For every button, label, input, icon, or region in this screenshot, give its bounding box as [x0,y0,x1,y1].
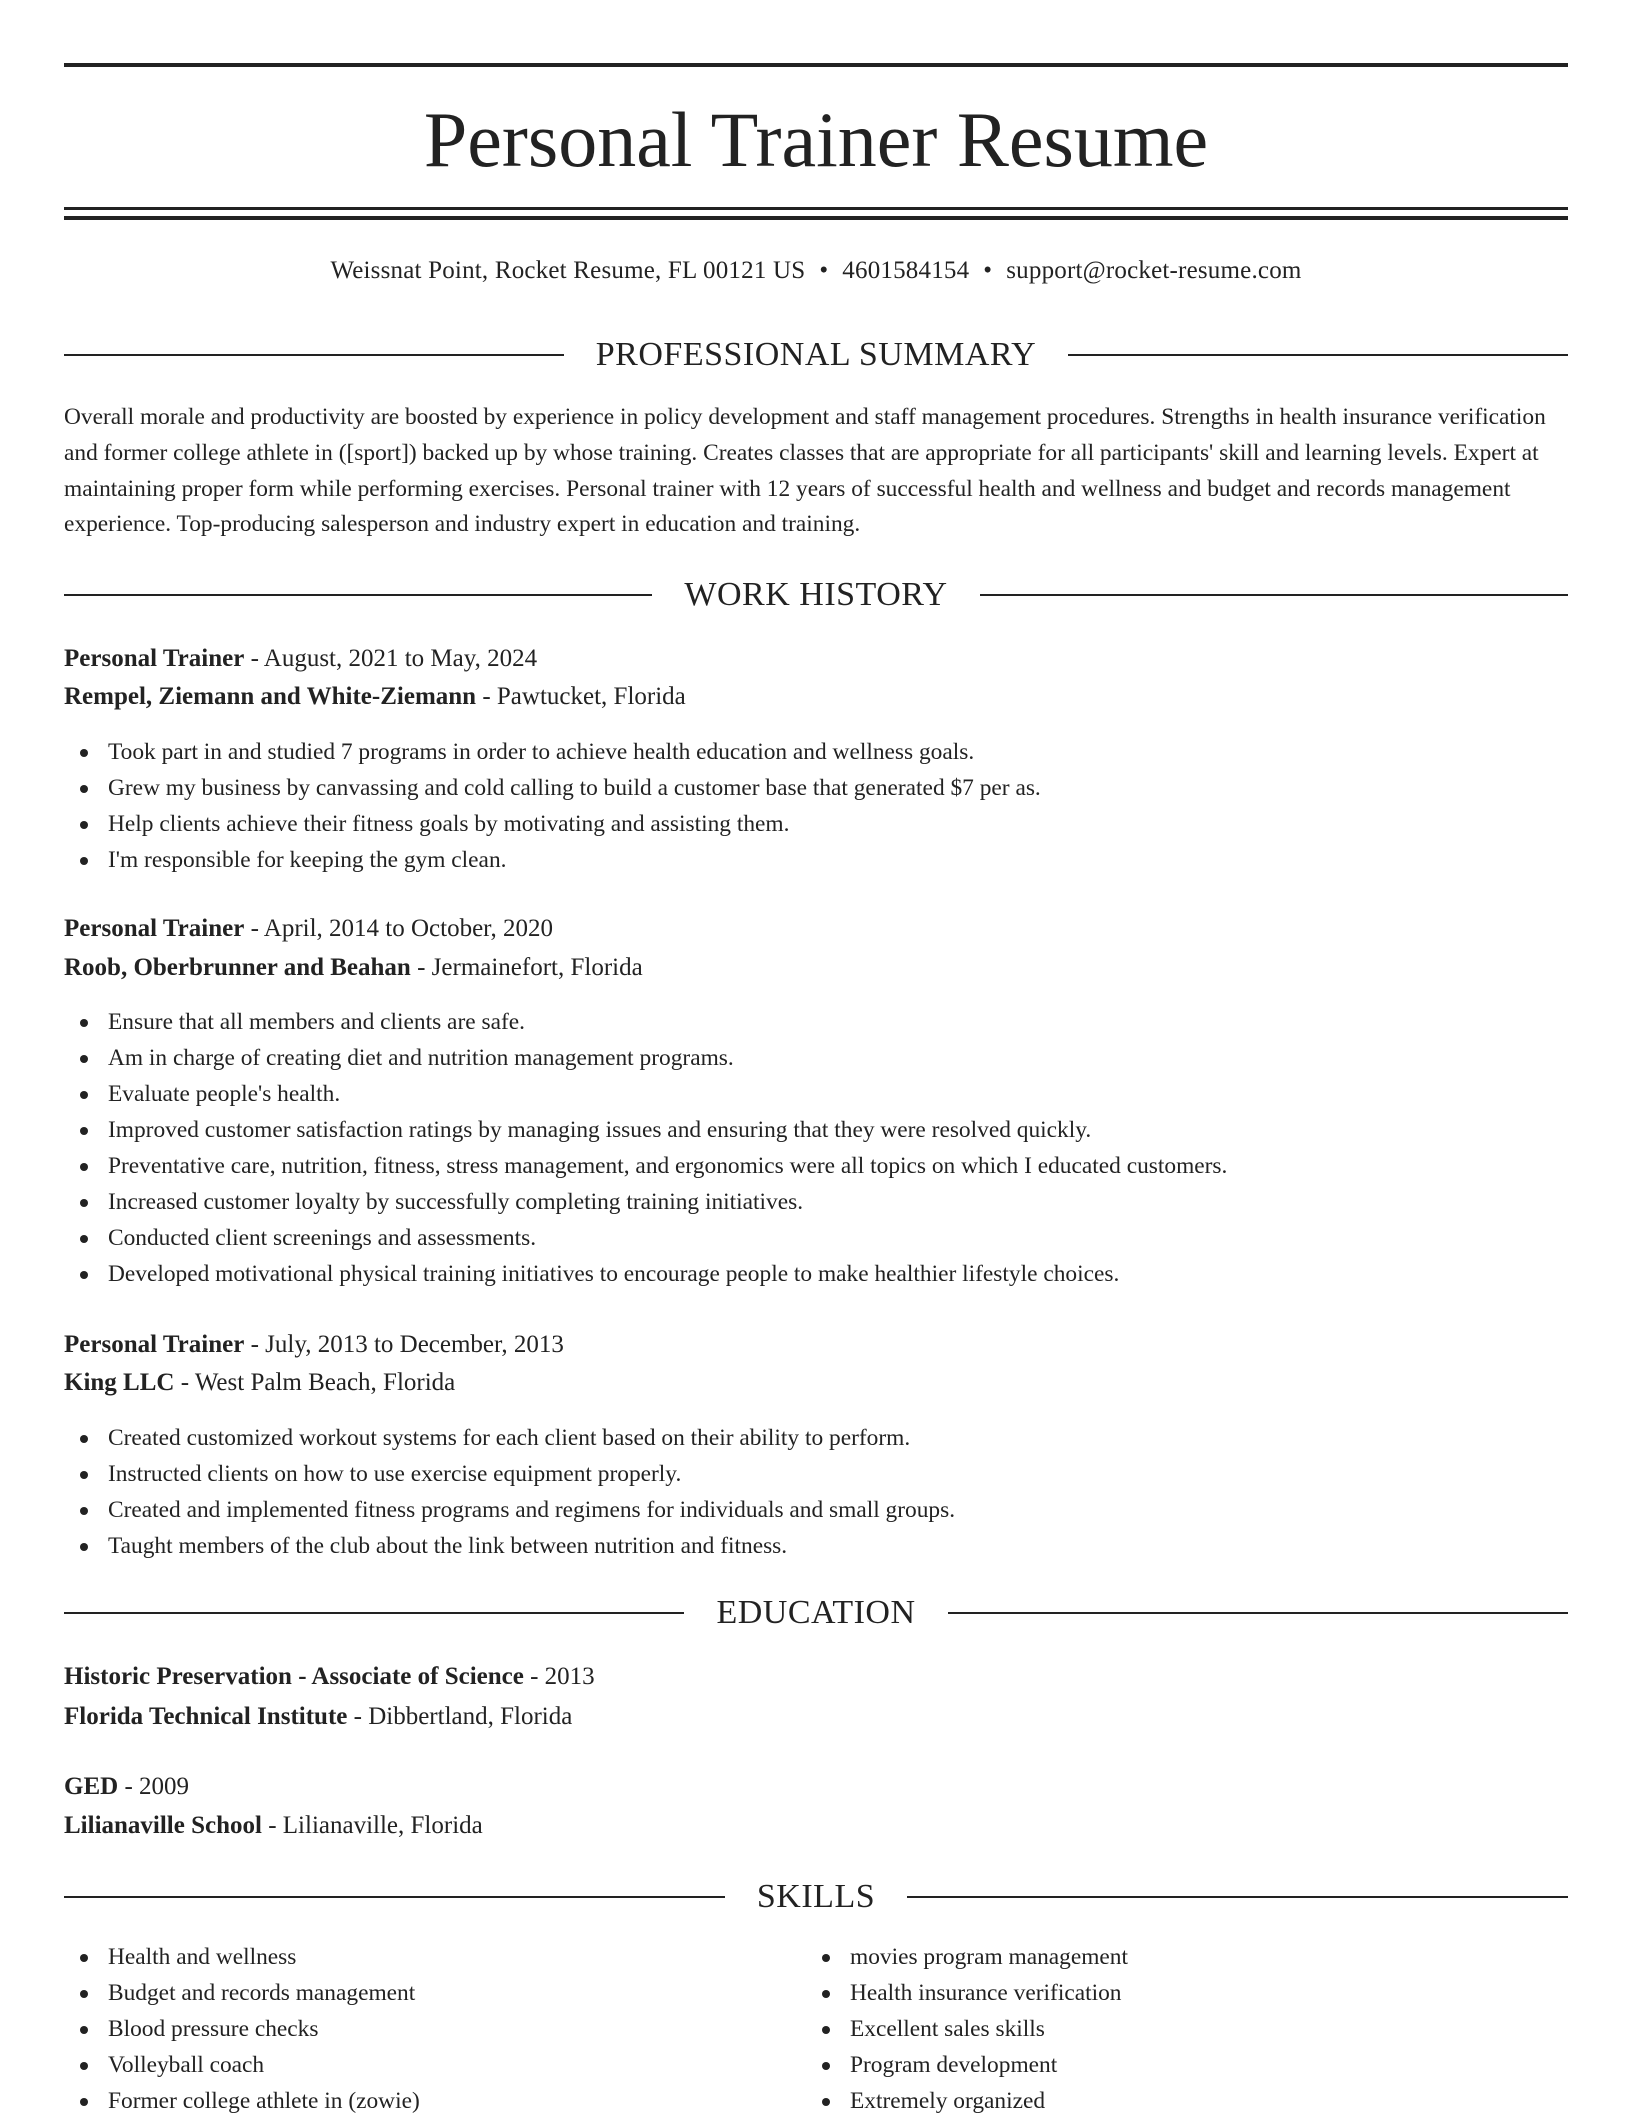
page-title: Personal Trainer Resume [423,96,1209,183]
list-item: Preventative care, nutrition, fitness, stress management, and ergonomics were all topics on which I educated customers. [64,1148,1568,1184]
section-title: EDUCATION [716,1594,916,1631]
list-item: Help clients achieve their fitness goals by motivating and assisting them. [64,806,1568,842]
education-degree: Historic Preservation - Associate of Science [64,1663,524,1690]
heading-rule [64,1612,684,1614]
skill-item: Budget and records management [64,1975,1568,2011]
job-location: - Pawtucket, Florida [476,683,686,710]
job-company: Rempel, Ziemann and White-Ziemann [64,683,477,710]
job-location: - West Palm Beach, Florida [174,1369,456,1396]
summary-text: Overall morale and productivity are boosted by experience in policy development and staff management procedures. Strengths in health insurance verification and former college athlete in ([sport]) backed up by whose training. Creates classes that are appropriate for all participants' skill and learning levels. Expert at maintaining proper form while performing exercises. Personal trainer with 12 years of successful health and wellness and budget and records management experience. Top-producing salesperson and industry expert in education and training. [64,404,1546,538]
education-school-line [64,1699,1568,1735]
skill-item: Excellent sales skills [806,2011,1632,2047]
top-rule [64,63,1568,67]
job-title: Personal Trainer [64,1331,245,1358]
list-item: Ensure that all members and clients are safe. [64,1004,1568,1040]
job-title-line [64,1327,1568,1363]
skill-item: Former college athlete in (zowie) [64,2083,1568,2119]
skill-item: Volleyball coach [64,2047,1568,2083]
skill-item: Program development [806,2047,1632,2083]
list-item: Am in charge of creating diet and nutrition management programs. [64,1040,1568,1076]
job-company-line [64,1365,1568,1401]
job-company: King LLC [64,1369,175,1396]
heading-rule [948,1612,1568,1614]
skill-item: Health and wellness [64,1939,1568,1975]
contact-line [64,254,1568,288]
title-double-rule [64,207,1568,220]
skills-list-right [806,1939,1632,2119]
list-item: Grew my business by canvassing and cold calling to build a customer base that generated $7 per as. [64,770,1568,806]
skill-item: movies program management [806,1939,1632,1975]
contact-phone: 4601584154 [842,257,970,284]
job-bullets [64,1420,1568,1564]
education-location: - Lilianaville, Florida [261,1812,483,1839]
list-item: Taught members of the club about the link between nutrition and fitness. [64,1528,1568,1564]
heading-rule [907,1896,1568,1898]
contact-separator: • [983,257,993,284]
list-item: I'm responsible for keeping the gym clean. [64,842,1568,878]
heading-rule [64,354,564,356]
education-year: - 2009 [118,1773,190,1800]
education-school: Lilianaville School [64,1812,262,1839]
job-title: Personal Trainer [64,915,245,942]
heading-rule [64,1896,725,1898]
list-item: Created and implemented fitness programs and regimens for individuals and small groups. [64,1492,1568,1528]
heading-rule [1068,354,1568,356]
job-company: Roob, Oberbrunner and Beahan [64,954,411,981]
job-bullets [64,734,1568,878]
section-heading-skills [64,1875,1568,1919]
education-degree-line [64,1769,1568,1805]
job-location: - Jermainefort, Florida [410,954,643,981]
section-heading-work [64,573,1568,617]
job-bullets [64,1004,1568,1292]
section-title: PROFESSIONAL SUMMARY [595,336,1037,373]
list-item: Created customized workout systems for each client based on their ability to perform. [64,1420,1568,1456]
section-title: WORK HISTORY [684,576,948,613]
job-dates: - July, 2013 to December, 2013 [244,1331,564,1358]
list-item: Evaluate people's health. [64,1076,1568,1112]
section-heading-education [64,1591,1568,1635]
job-company-line [64,950,1568,986]
education-school: Florida Technical Institute [64,1703,348,1730]
heading-rule [980,594,1568,596]
education-school-line [64,1808,1568,1844]
job-title-line [64,641,1568,677]
list-item: Improved customer satisfaction ratings by managing issues and ensuring that they were resolved quickly. [64,1112,1568,1148]
skill-item: Blood pressure checks [64,2011,1568,2047]
heading-rule [64,594,652,596]
list-item: Developed motivational physical training initiatives to encourage people to make healthier lifestyle choices. [64,1256,1568,1292]
contact-email: support@rocket-resume.com [1006,257,1302,284]
job-dates: - August, 2021 to May, 2024 [244,645,538,672]
contact-address: Weissnat Point, Rocket Resume, FL 00121 US [330,257,806,284]
skill-item: Health insurance verification [806,1975,1632,2011]
list-item: Increased customer loyalty by successfully completing training initiatives. [64,1184,1568,1220]
job-title-line [64,911,1568,947]
list-item: Took part in and studied 7 programs in order to achieve health education and wellness goals. [64,734,1568,770]
skill-item: Extremely organized [806,2083,1632,2119]
education-location: - Dibbertland, Florida [347,1703,573,1730]
list-item: Conducted client screenings and assessments. [64,1220,1568,1256]
job-title: Personal Trainer [64,645,245,672]
contact-separator: • [819,257,829,284]
job-dates: - April, 2014 to October, 2020 [244,915,553,942]
education-degree: GED [64,1773,119,1800]
education-degree-line [64,1659,1568,1695]
list-item: Instructed clients on how to use exercise equipment properly. [64,1456,1568,1492]
job-company-line [64,679,1568,715]
section-heading-summary [64,333,1568,377]
education-year: - 2013 [523,1663,595,1690]
section-title: SKILLS [756,1878,876,1915]
